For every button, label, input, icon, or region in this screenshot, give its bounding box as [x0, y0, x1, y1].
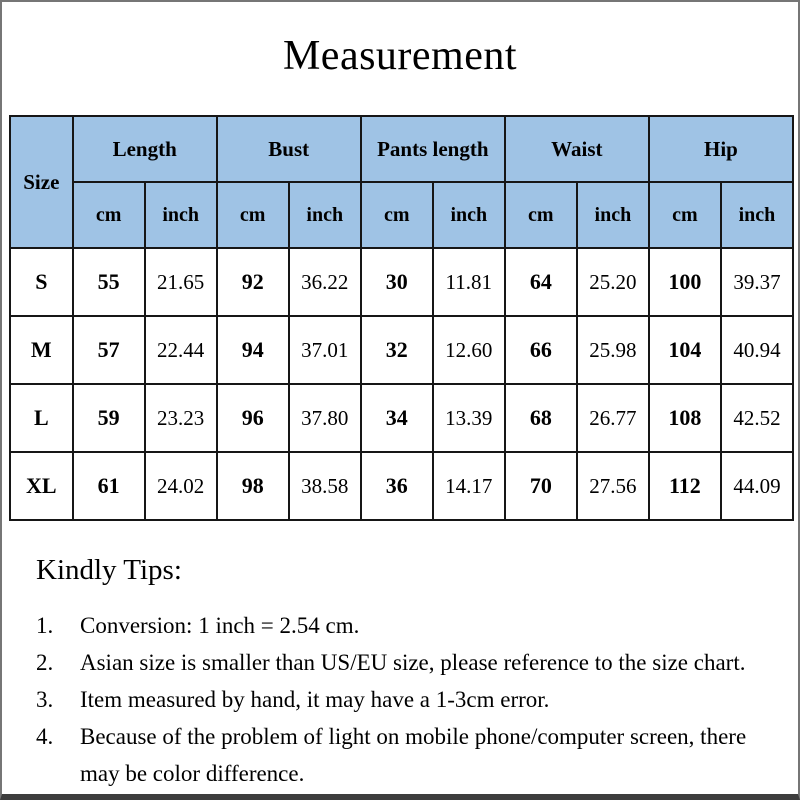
table-cell: 96 [217, 384, 289, 452]
page-title: Measurement [282, 33, 518, 79]
table-cell: 40.94 [721, 316, 793, 384]
table-cell: 64 [505, 248, 577, 316]
table-cell: 98 [217, 452, 289, 520]
unit-header-inch: inch [289, 182, 361, 248]
size-label: M [10, 316, 73, 384]
tip-text: Conversion: 1 inch = 2.54 cm. [80, 613, 360, 638]
table-cell: 42.52 [721, 384, 793, 452]
table-cell: 57 [73, 316, 145, 384]
table-cell: 66 [505, 316, 577, 384]
size-label: XL [10, 452, 73, 520]
unit-header-inch: inch [433, 182, 505, 248]
table-cell: 27.56 [577, 452, 649, 520]
table-row-m [10, 316, 793, 384]
tip-item-3 [36, 681, 778, 718]
table-cell: 61 [73, 452, 145, 520]
unit-header-cm: cm [505, 182, 577, 248]
table-cell: 22.44 [145, 316, 217, 384]
table-cell: 21.65 [145, 248, 217, 316]
table-row-l [10, 384, 793, 452]
table-cell: 94 [217, 316, 289, 384]
group-header-waist: Waist [505, 116, 649, 182]
table-cell: 112 [649, 452, 721, 520]
tip-text: Because of the problem of light on mobile phone/computer screen, there may be color difference. [80, 724, 747, 786]
table-cell: 38.58 [289, 452, 361, 520]
table-cell: 68 [505, 384, 577, 452]
group-header-length: Length [73, 116, 217, 182]
table-cell: 25.98 [577, 316, 649, 384]
table-cell: 92 [217, 248, 289, 316]
size-label: L [10, 384, 73, 452]
table-cell: 23.23 [145, 384, 217, 452]
table-cell: 25.20 [577, 248, 649, 316]
tip-item-1 [36, 607, 778, 644]
table-cell: 14.17 [433, 452, 505, 520]
unit-header-inch: inch [145, 182, 217, 248]
unit-header-cm: cm [73, 182, 145, 248]
group-header-pants-length: Pants length [361, 116, 505, 182]
table-cell: 12.60 [433, 316, 505, 384]
tip-number: 1. [36, 613, 54, 638]
table-cell: 32 [361, 316, 433, 384]
table-cell: 37.01 [289, 316, 361, 384]
table-cell: 108 [649, 384, 721, 452]
table-header-group-row [10, 116, 793, 182]
table-row-xl [10, 452, 793, 520]
table-cell: 13.39 [433, 384, 505, 452]
unit-header-cm: cm [361, 182, 433, 248]
table-cell: 26.77 [577, 384, 649, 452]
table-cell: 70 [505, 452, 577, 520]
unit-header-inch: inch [577, 182, 649, 248]
unit-header-inch: inch [721, 182, 793, 248]
table-cell: 100 [649, 248, 721, 316]
tip-item-4 [36, 718, 778, 792]
size-label: S [10, 248, 73, 316]
table-cell: 59 [73, 384, 145, 452]
tip-number: 2. [36, 650, 54, 675]
group-header-hip: Hip [649, 116, 793, 182]
table-cell: 36.22 [289, 248, 361, 316]
tip-item-2 [36, 644, 778, 681]
table-row-s [10, 248, 793, 316]
table-cell: 36 [361, 452, 433, 520]
table-cell: 44.09 [721, 452, 793, 520]
tip-text: Asian size is smaller than US/EU size, please reference to the size chart. [80, 650, 746, 675]
table-cell: 37.80 [289, 384, 361, 452]
tips-heading: Kindly Tips: [36, 554, 182, 586]
unit-header-cm: cm [217, 182, 289, 248]
size-column-header: Size [10, 116, 73, 248]
table-header-unit-row [10, 182, 793, 248]
group-header-bust: Bust [217, 116, 361, 182]
tip-text: Item measured by hand, it may have a 1-3cm error. [80, 687, 550, 712]
table-cell: 104 [649, 316, 721, 384]
table-cell: 34 [361, 384, 433, 452]
table-cell: 39.37 [721, 248, 793, 316]
tip-number: 3. [36, 687, 54, 712]
tip-number: 4. [36, 724, 54, 749]
table-cell: 11.81 [433, 248, 505, 316]
kindly-tips-section [36, 554, 778, 792]
table-cell: 24.02 [145, 452, 217, 520]
table-cell: 30 [361, 248, 433, 316]
unit-header-cm: cm [649, 182, 721, 248]
table-cell: 55 [73, 248, 145, 316]
measurement-table [9, 115, 794, 521]
